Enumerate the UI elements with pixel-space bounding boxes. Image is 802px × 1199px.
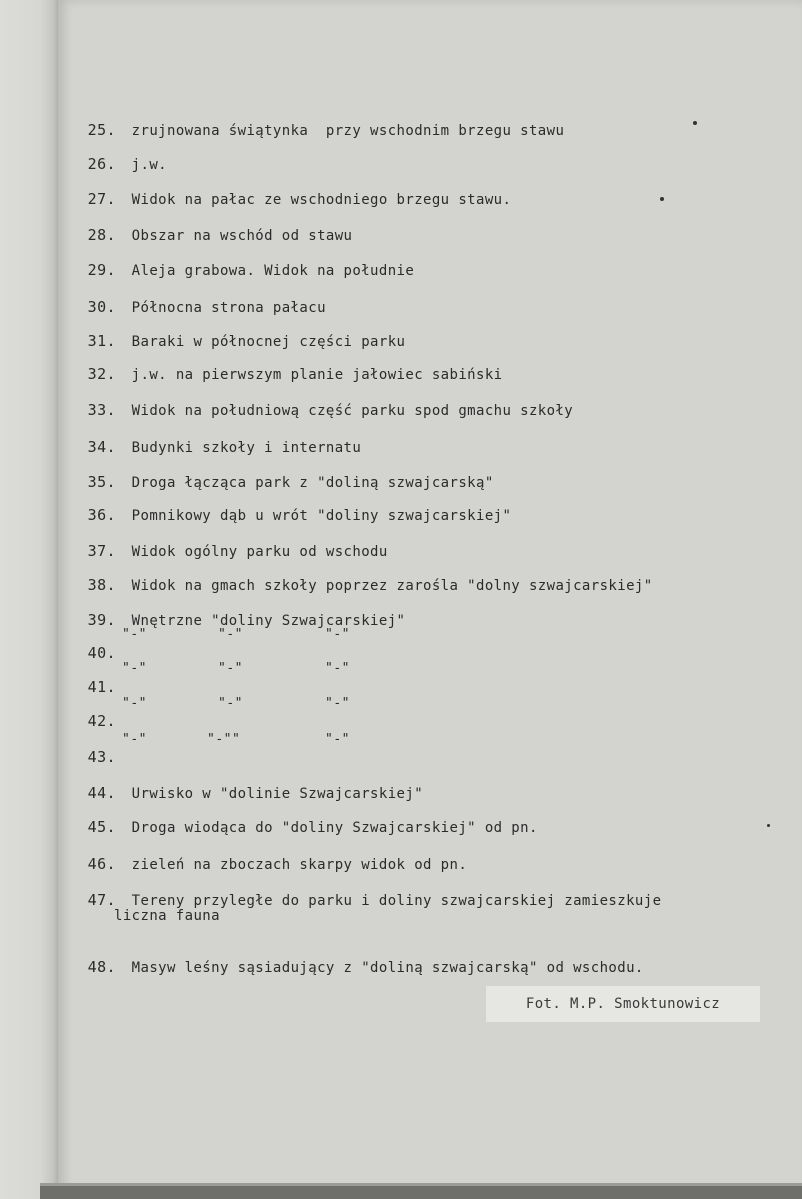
entry-number: 33.: [87, 401, 116, 419]
dust-mark: [767, 824, 770, 827]
entry-text: zieleń na zboczach skarpy widok od pn.: [131, 857, 468, 873]
entry-number: 36.: [87, 506, 116, 524]
entry-text: Widok ogólny parku od wschodu: [131, 544, 388, 560]
list-item: [70, 797, 538, 838]
ditto-mark: "-": [325, 661, 350, 676]
entry-text: j.w.: [131, 157, 167, 173]
entry-number: 41.: [87, 678, 116, 696]
entry-text: Tereny przyległe do parku i doliny szwajcarskiej zamieszkuje: [131, 893, 662, 909]
entry-number: 30.: [87, 298, 116, 316]
entry-text: Widok na gmach szkoły poprzez zarośla "dolny szwajcarskiej": [131, 578, 653, 594]
ditto-mark: "-": [122, 627, 147, 642]
list-item: [70, 937, 644, 978]
page-bottom-edge: [40, 1186, 802, 1199]
entry-text: Droga wiodąca do "doliny Szwajcarskiej" od pn.: [131, 820, 538, 836]
list-item: [70, 380, 573, 421]
ditto-mark: "-": [218, 661, 243, 676]
entry-number: 27.: [87, 190, 116, 208]
entry-text: Wnętrzne "doliny Szwajcarskiej": [131, 613, 406, 629]
entry-number: 39.: [87, 611, 116, 629]
entry-text: Budynki szkoły i internatu: [131, 440, 362, 456]
ditto-mark: "-"": [207, 732, 241, 747]
list-item: [70, 870, 661, 911]
ditto-mark: "-": [218, 627, 243, 642]
entry-text: j.w. na pierwszym planie jałowiec sabiński: [131, 367, 503, 383]
entry-number: 32.: [87, 365, 116, 383]
entry-number: 31.: [87, 332, 116, 350]
ditto-mark: "-": [122, 661, 147, 676]
dust-mark: [660, 197, 664, 201]
entry-number: 46.: [87, 855, 116, 873]
photo-credit-label: Fot. M.P. Smoktunowicz: [486, 986, 760, 1022]
entry-continuation: liczna fauna: [114, 908, 220, 924]
entry-number: 43.: [87, 748, 116, 766]
entry-number: 34.: [87, 438, 116, 456]
entry-text: Masyw leśny sąsiadujący z "doliną szwajcarską" od wschodu.: [131, 960, 644, 976]
dust-mark: [693, 121, 697, 125]
entry-text: Widok na pałac ze wschodniego brzegu stawu.: [131, 192, 512, 208]
entry-number: 29.: [87, 261, 116, 279]
entry-text: Obszar na wschód od stawu: [131, 228, 353, 244]
entry-text: Droga łącząca park z "doliną szwajcarską": [131, 475, 494, 491]
entry-number: 38.: [87, 576, 116, 594]
entry-number: 25.: [87, 121, 116, 139]
entry-number: 42.: [87, 712, 116, 730]
entry-number: 45.: [87, 818, 116, 836]
entry-text: Północna strona pałacu: [131, 300, 326, 316]
entry-number: 48.: [87, 958, 116, 976]
ditto-mark: "-": [122, 732, 147, 747]
ditto-mark: "-": [325, 732, 350, 747]
entry-text: Urwisko w "dolinie Szwajcarskiej": [131, 786, 424, 802]
entry-number: 47.: [87, 891, 116, 909]
entry-number: 37.: [87, 542, 116, 560]
ditto-mark: "-": [122, 696, 147, 711]
entry-text: zrujnowana świątynka przy wschodnim brzegu stawu: [131, 123, 565, 139]
ditto-mark: "-": [325, 696, 350, 711]
list-item: [70, 169, 511, 210]
entry-text: Aleja grabowa. Widok na południe: [131, 263, 415, 279]
ditto-mark: "-": [325, 627, 350, 642]
entry-text: Baraki w północnej części parku: [131, 334, 406, 350]
entry-number: 28.: [87, 226, 116, 244]
page-binding-margin: [0, 0, 58, 1199]
list-item: [70, 344, 502, 385]
list-item: [70, 240, 414, 281]
entry-text: Pomnikowy dąb u wrót "doliny szwajcarskiej": [131, 508, 512, 524]
ditto-mark: "-": [218, 696, 243, 711]
entry-number: 35.: [87, 473, 116, 491]
list-item: [70, 834, 467, 875]
entry-number: 26.: [87, 155, 116, 173]
entry-text: Widok na południową część parku spod gmachu szkoły: [131, 403, 574, 419]
entry-number: 44.: [87, 784, 116, 802]
entry-number: 40.: [87, 644, 116, 662]
list-item: [70, 485, 511, 526]
